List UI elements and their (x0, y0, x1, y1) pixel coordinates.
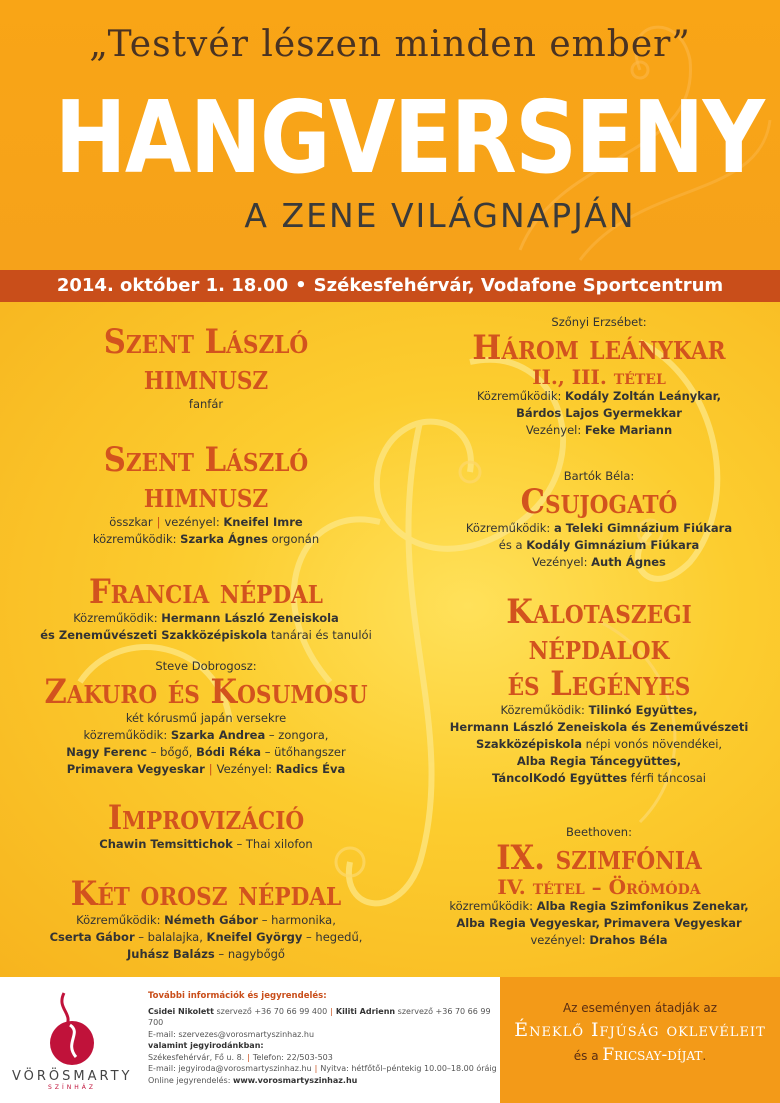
separator: | (330, 1006, 333, 1016)
event-venue: Székesfehérvár, Vodafone Sportcentrum (313, 275, 724, 296)
credit-name: Alba Regia Táncegyüttes, (516, 754, 682, 768)
piece-credits (6, 744, 406, 761)
piece-note: két kórusmű japán versekre (125, 711, 287, 725)
credit-name: Cserta Gábor (49, 930, 135, 944)
credit-text: Közreműködik: (500, 703, 585, 717)
office-email-line (148, 1063, 498, 1075)
piece-title: Improvizáció (107, 798, 305, 838)
credit-text: Vezényel: (216, 762, 273, 776)
piece-credits (424, 932, 774, 949)
credit-text: – balalajka, (138, 930, 203, 944)
piece-credits (6, 761, 406, 778)
bullet-separator: • (295, 275, 307, 296)
composer: Bartók Béla: (563, 469, 635, 483)
credit-text: – hegedű, (306, 930, 363, 944)
credit-name: Alba Regia Szimfonikus Zenekar, (536, 899, 749, 913)
credit-text: – Thai xilofon (236, 837, 313, 851)
credit-name: Nagy Ferenc (66, 745, 148, 759)
piece-subtitle: II., III. tétel (532, 365, 666, 389)
program-item (6, 574, 406, 644)
credit-text: Közreműködik: (73, 611, 158, 625)
piece-credits (6, 610, 406, 627)
contact-email: E-mail: szervezes@vorosmartyszinhaz.hu (148, 1029, 315, 1039)
program-item (424, 314, 774, 439)
award-text: és a (573, 1049, 599, 1063)
contact-line (148, 1006, 498, 1029)
piece-title: Szent László (103, 322, 309, 362)
program-item (6, 324, 406, 413)
piece-note: fanfár (188, 397, 224, 411)
piece-credits (6, 836, 406, 853)
program-item (424, 824, 774, 949)
credit-name: Primavera Vegyeskar (603, 916, 742, 930)
logo-name: VÖRÖSMARTY (12, 1069, 133, 1084)
credit-text: Vezényel: (525, 423, 582, 437)
piece-credits (424, 422, 774, 439)
piece-credits (424, 520, 774, 537)
piece-credits (424, 736, 774, 753)
piece-credits (424, 753, 774, 770)
credit-text: – bőgő, (150, 745, 193, 759)
piece-credits (424, 554, 774, 571)
separator: | (208, 762, 213, 776)
contact-name: Kiliti Adrienn (335, 1006, 396, 1016)
logo-subtitle: SZÍNHÁZ (48, 1084, 96, 1091)
credit-text: Vezényel: (532, 555, 588, 569)
piece-credits (6, 912, 406, 929)
program-item (424, 594, 774, 787)
composer: Beethoven: (566, 825, 632, 839)
award-line (500, 1045, 780, 1065)
credit-name: Bódi Réka (196, 745, 262, 759)
piece-title: Francia népdal (88, 572, 323, 612)
office-heading (148, 1040, 498, 1052)
composer: Steve Dobrogosz: (155, 659, 257, 673)
subtitle: A ZENE VILÁGNAPJÁN (244, 196, 636, 235)
composer: Szőnyi Erzsébet: (551, 315, 647, 329)
credit-name: Drahos Béla (589, 933, 668, 947)
piece-credits (424, 719, 774, 736)
credit-name: a Teleki Gimnázium Fiúkara (553, 521, 733, 535)
piece-credits (424, 770, 774, 787)
separator: | (156, 515, 161, 529)
piece-title: Kalotaszegi (506, 592, 692, 632)
piece-title: és Legényes (507, 664, 691, 704)
piece-title: himnusz (143, 358, 269, 398)
piece-credits (424, 537, 774, 554)
online-url[interactable]: www.vorosmartyszinhaz.hu (232, 1075, 358, 1085)
piece-credits (6, 727, 406, 744)
piece-credits (6, 929, 406, 946)
office-email: E-mail: jegyiroda@vorosmartyszinhaz.hu (148, 1064, 312, 1073)
credit-name: Tilinkó Együttes, (588, 703, 698, 717)
piece-subtitle: IV. tétel – Örömóda (497, 875, 701, 899)
office-heading-text: valamint jegyirodánkban: (148, 1041, 264, 1050)
credit-text: – nagybőgő (218, 947, 285, 961)
award-panel (500, 977, 780, 1103)
credit-name: Hermann László Zeneiskola és Zeneművészeti (449, 720, 749, 734)
piece-title: Három leánykar (472, 328, 726, 368)
credit-name: Primavera Vegyeskar (66, 762, 205, 776)
contact-detail: szervező +36 70 66 99 400 (216, 1006, 328, 1016)
credit-text: tanárai és tanulói (270, 628, 372, 642)
credit-text: – harmonika, (261, 913, 336, 927)
info-heading: További információk és jegyrendelés: (148, 991, 327, 1001)
piece-credits (6, 946, 406, 963)
credit-name: Bárdos Lajos Gyermekkar (516, 406, 682, 420)
credit-text: férfi táncosai (630, 771, 706, 785)
piece-credits (6, 627, 406, 644)
credit-name: Szarka Andrea (170, 728, 266, 742)
header (0, 0, 780, 270)
credit-text: – zongora, (268, 728, 329, 742)
credit-text: Közreműködik: (476, 389, 562, 403)
piece-credits (424, 898, 774, 915)
credit-text: összkar (109, 515, 153, 529)
credit-text: közreműködik: (449, 899, 534, 913)
address: Székesfehérvár, Fő u. 8. (148, 1052, 245, 1062)
credit-text: közreműködik: (92, 532, 177, 546)
piece-credits (6, 514, 406, 531)
credit-name: Juhász Balázs (127, 947, 215, 961)
phone: Telefon: 22/503-503 (252, 1052, 333, 1062)
credit-name: TáncolKodó Együttes (492, 771, 628, 785)
credit-name: Auth Ágnes (591, 555, 666, 569)
credit-text: orgonán (271, 532, 320, 546)
credit-text: – ütőhangszer (264, 745, 346, 759)
award-prize: Fricsay-díjat (602, 1045, 703, 1065)
program-area (0, 302, 780, 977)
credit-name: Radics Éva (275, 762, 346, 776)
credit-text: vezényel: (164, 515, 220, 529)
piece-title: Zakuro és Kosumosu (44, 672, 368, 712)
motto: „Testvér lészen minden ember” (89, 24, 691, 65)
credit-name: Chawin Temsittichok (99, 837, 233, 851)
credit-text: vezényel: (530, 933, 586, 947)
separator: | (247, 1052, 250, 1062)
credit-name: Szakközépiskola (475, 737, 583, 751)
date-venue-bar (0, 270, 780, 302)
piece-credits (424, 915, 774, 932)
credit-text: és a (498, 538, 523, 552)
contact-info (148, 991, 498, 1086)
program-item (6, 800, 406, 853)
footer (0, 977, 780, 1103)
piece-title: Csujogató (520, 482, 678, 522)
theatre-logo-icon (12, 987, 132, 1069)
program-item (424, 468, 774, 571)
award-intro: Az eseményen átadják az (562, 1001, 718, 1015)
piece-credits (6, 531, 406, 548)
credit-name: Németh Gábor (164, 913, 259, 927)
piece-credits (424, 702, 774, 719)
piece-title: himnusz (143, 476, 269, 516)
credit-name: Szarka Ágnes (180, 532, 268, 546)
program-item (6, 658, 406, 778)
credit-name: és Zeneművészeti Szakközépiskola (40, 628, 268, 642)
piece-credits (424, 405, 774, 422)
credit-text: népi vonós növendékei, (585, 737, 723, 751)
credit-text: közreműködik: (83, 728, 168, 742)
credit-name: Kneifel György (206, 930, 303, 944)
program-item (6, 442, 406, 548)
credit-text: Közreműködik: (76, 913, 161, 927)
piece-title: Két orosz népdal (70, 874, 342, 914)
program-item (6, 876, 406, 963)
piece-title: népdalok (528, 628, 670, 668)
piece-title: Szent László (103, 440, 309, 480)
award-text: . (702, 1049, 707, 1063)
piece-title: IX. szimfónia (496, 838, 702, 878)
online-line (148, 1075, 498, 1087)
office-address-line (148, 1052, 498, 1064)
opening-hours: Nyitva: hétfőtől–péntekig 10.00–18.00 óráig (320, 1064, 497, 1073)
event-date: 2014. október 1. 18.00 (56, 275, 289, 296)
theatre-logo (12, 987, 132, 1093)
credit-name: Feke Mariann (584, 423, 673, 437)
contact-name: Csidei Nikolett (148, 1006, 214, 1016)
credit-name: Kodály Gimnázium Fiúkara (526, 538, 700, 552)
credit-text: Közreműködik: (465, 521, 551, 535)
separator: | (314, 1064, 318, 1073)
credit-name: Alba Regia Vegyeskar, (456, 916, 600, 930)
piece-credits (424, 388, 774, 405)
credit-name: Hermann László Zeneiskola (161, 611, 339, 625)
contact-detail: szervező +36 70 66 99 700 (148, 1006, 491, 1027)
page-title: HANGVERSENY (54, 79, 764, 196)
online-label: Online jegyrendelés: (148, 1075, 231, 1085)
credit-name: Kneifel Imre (223, 515, 303, 529)
award-name: Éneklő Ifjúság oklevéleit (514, 1019, 766, 1041)
credit-name: Kodály Zoltán Leánykar, (565, 389, 722, 403)
